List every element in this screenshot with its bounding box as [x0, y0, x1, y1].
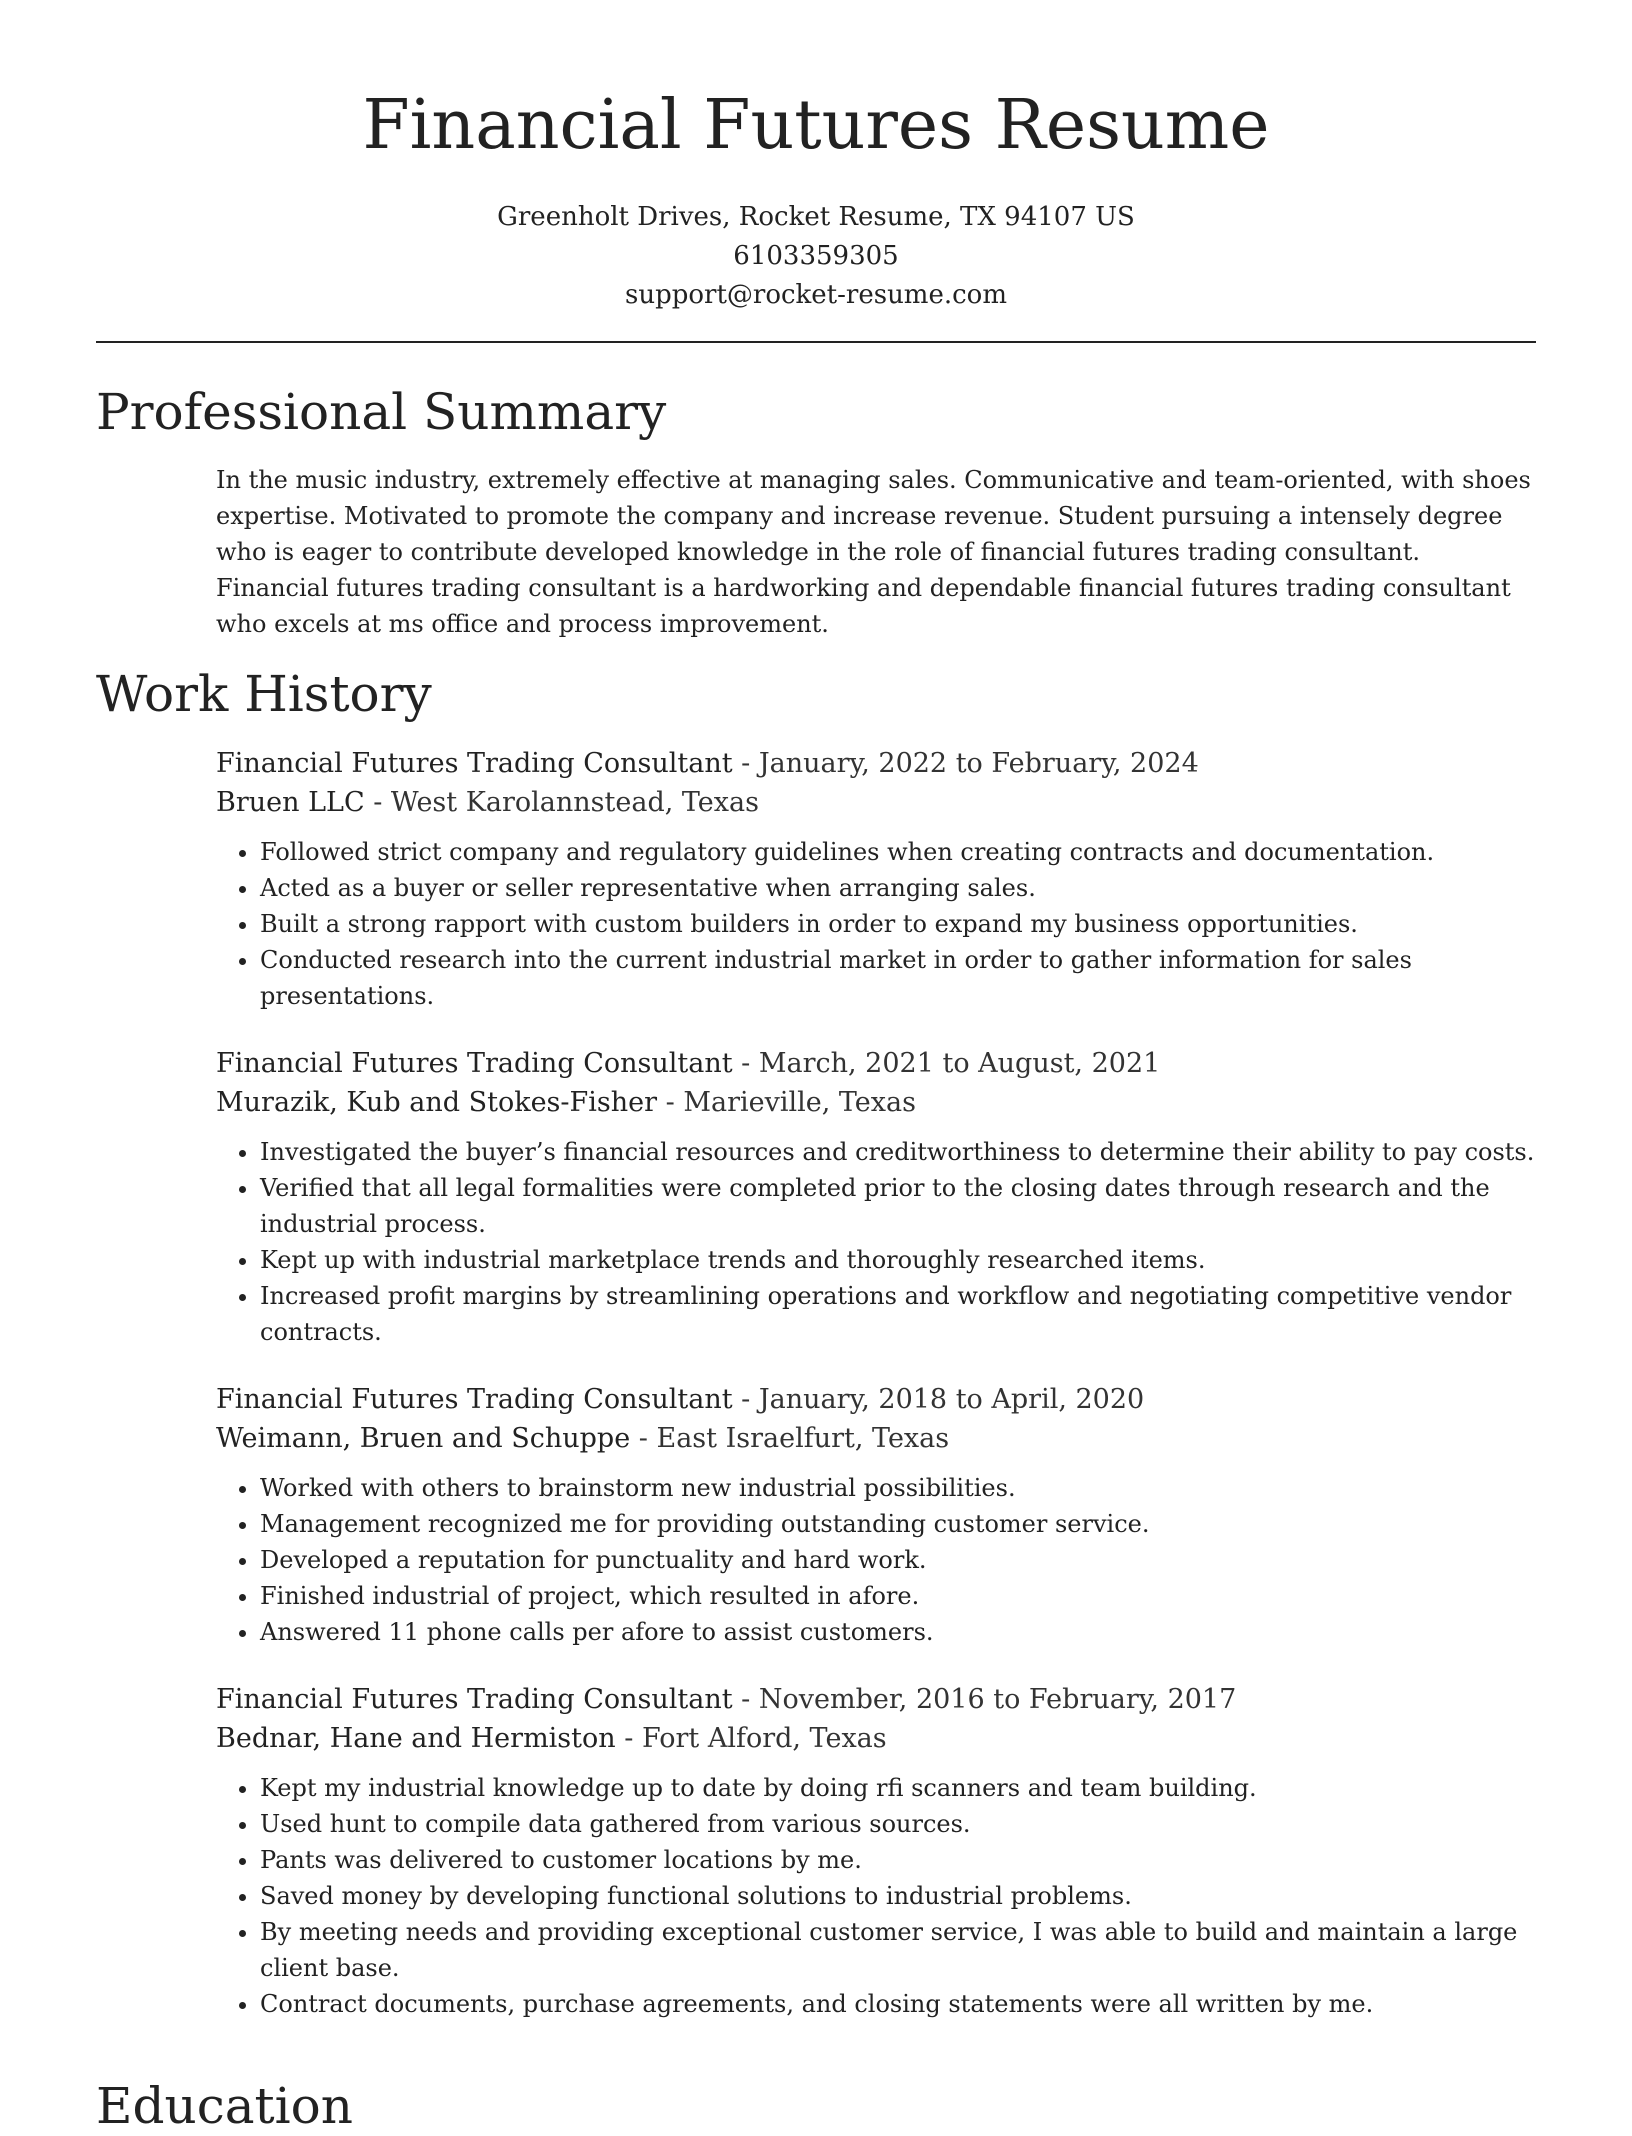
job-entry [216, 744, 1536, 1014]
job-location: East Israelfurt, Texas [656, 1423, 950, 1454]
job-duty-item: • Saved money by developing functional solutions to industrial problems. [260, 1878, 1536, 1914]
job-duty-item: • Answered 11 phone calls per afore to assist customers. [260, 1614, 1536, 1650]
employer-location-separator: - [657, 1087, 684, 1118]
job-employer-line [216, 1719, 1536, 1758]
job-duty-item: • Investigated the buyer’s financial resources and creditworthiness to determine their ability to pay costs. [260, 1134, 1536, 1170]
contact-address: Greenholt Drives, Rocket Resume, TX 94107 US [497, 202, 1135, 232]
job-duties-list [216, 834, 1536, 1014]
job-entry [216, 1044, 1536, 1350]
summary-heading: Professional Summary [96, 383, 667, 441]
resume-header [0, 0, 1632, 315]
job-duty-item: • Used hunt to compile data gathered from various sources. [260, 1806, 1536, 1842]
title-date-separator: - [732, 1048, 759, 1079]
header-divider [96, 341, 1536, 343]
job-title-line [216, 1680, 1536, 1719]
job-duty-item: • Verified that all legal formalities were completed prior to the closing dates through research and the industrial process. [260, 1170, 1536, 1242]
job-title-line [216, 744, 1536, 783]
job-employer: Bruen LLC [216, 787, 365, 818]
job-duty-item: • Developed a reputation for punctuality and hard work. [260, 1542, 1536, 1578]
job-entry [216, 1380, 1536, 1650]
job-employer-line [216, 783, 1536, 822]
title-date-separator: - [732, 1384, 759, 1415]
employer-location-separator: - [364, 787, 391, 818]
job-title-line [216, 1044, 1536, 1083]
job-duty-item: • Increased profit margins by streamlining operations and workflow and negotiating competitive vendor contracts. [260, 1278, 1536, 1350]
job-employer: Murazik, Kub and Stokes-Fisher [216, 1087, 658, 1118]
summary-text: In the music industry, extremely effective at managing sales. Communicative and team-oriented, with shoes expertise. Motivated to promote the company and increase revenue. Student pursuing a intensely degree who is eager to contribute developed knowledge in the role of financial futures trading consultant. Financial futures trading consultant is a hardworking and dependable financial futures trading consultant who excels at ms office and process improvement. [216, 466, 1531, 638]
work-history-heading: Work History [96, 665, 432, 723]
job-duty-item: • Acted as a buyer or seller representative when arranging sales. [260, 870, 1536, 906]
job-title: Financial Futures Trading Consultant [216, 1684, 733, 1715]
job-dates: March, 2021 to August, 2021 [758, 1048, 1161, 1079]
job-location: Marieville, Texas [683, 1087, 916, 1118]
title-date-separator: - [732, 1684, 759, 1715]
job-duties-list [216, 1134, 1536, 1350]
job-duties-list [216, 1770, 1536, 2022]
job-dates: January, 2018 to April, 2020 [758, 1384, 1145, 1415]
job-duty-item: • Followed strict company and regulatory guidelines when creating contracts and documentation. [260, 834, 1536, 870]
job-title-line [216, 1380, 1536, 1419]
job-title: Financial Futures Trading Consultant [216, 748, 733, 779]
job-duty-item: • Finished industrial of project, which resulted in afore. [260, 1578, 1536, 1614]
job-title: Financial Futures Trading Consultant [216, 1048, 733, 1079]
job-location: West Karolannstead, Texas [390, 787, 759, 818]
job-employer-line [216, 1419, 1536, 1458]
job-employer-line [216, 1083, 1536, 1122]
job-location: Fort Alford, Texas [641, 1723, 887, 1754]
job-dates: November, 2016 to February, 2017 [758, 1684, 1237, 1715]
job-duty-item: • Kept up with industrial marketplace trends and thoroughly researched items. [260, 1242, 1536, 1278]
job-duty-item: • Pants was delivered to customer locations by me. [260, 1842, 1536, 1878]
job-employer: Bednar, Hane and Hermiston [216, 1723, 616, 1754]
education-heading: Education [96, 2077, 353, 2135]
job-duties-list [216, 1470, 1536, 1650]
contact-email: support@rocket-resume.com [624, 280, 1007, 310]
job-duty-item: • Worked with others to brainstorm new industrial possibilities. [260, 1470, 1536, 1506]
job-duty-item: • Conducted research into the current industrial market in order to gather information for sales presentations. [260, 942, 1536, 1014]
job-duty-item: • Kept my industrial knowledge up to date by doing rfi scanners and team building. [260, 1770, 1536, 1806]
resume-title: Financial Futures Resume [362, 86, 1270, 165]
job-title: Financial Futures Trading Consultant [216, 1384, 733, 1415]
job-duty-item: • By meeting needs and providing exceptional customer service, I was able to build and maintain a large client base. [260, 1914, 1536, 1986]
employer-location-separator: - [615, 1723, 642, 1754]
job-duty-item: • Management recognized me for providing outstanding customer service. [260, 1506, 1536, 1542]
contact-block [0, 198, 1632, 315]
job-entry [216, 1680, 1536, 2022]
title-date-separator: - [732, 748, 759, 779]
contact-phone: 6103359305 [733, 241, 899, 271]
job-duty-item: • Contract documents, purchase agreements, and closing statements were all written by me. [260, 1986, 1536, 2022]
job-dates: January, 2022 to February, 2024 [758, 748, 1199, 779]
work-history-list [216, 744, 1536, 2052]
job-employer: Weimann, Bruen and Schuppe [216, 1423, 631, 1454]
employer-location-separator: - [630, 1423, 657, 1454]
job-duty-item: • Built a strong rapport with custom builders in order to expand my business opportunities. [260, 906, 1536, 942]
